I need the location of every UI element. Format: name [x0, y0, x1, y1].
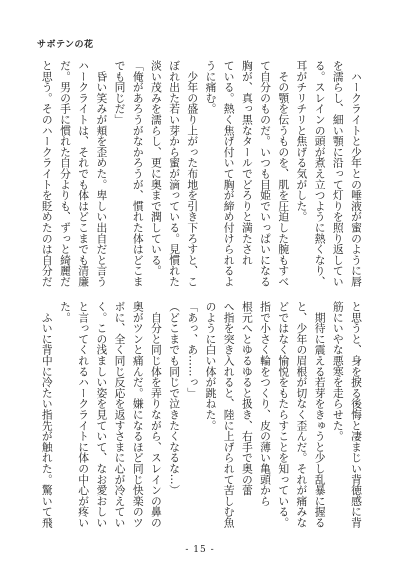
text-column: 根元へとゆるゆると扱き、右手で奥の蕾 — [240, 301, 254, 496]
text-column: を濡らし、細い顎に沿って灯りを照り返してい — [331, 60, 345, 287]
text-column: どではなく愉悦をもたらすことを知っている。 — [277, 301, 291, 528]
text-column: ボに、全く同じ反応を返すさまに心が冷えてい — [113, 301, 127, 528]
text-column: た。 — [59, 301, 72, 323]
text-column: と思う。そのハークライトを貶めたのは自分だ — [40, 60, 54, 287]
text-column: る。スレインの頭が煮え立つように熱くなり、 — [313, 60, 327, 287]
text-column: だ。男の手に慣れた自分よりも、ずっと綺麗だ — [59, 60, 72, 287]
text-column: 奥がツンと痛んだ。嫌になるほど同じ快楽のツ — [131, 301, 145, 528]
text-column: その顎を伝うものを、肌を圧迫した腕もすべ — [277, 60, 291, 287]
text-column: 胸が、真っ黒なタールでどろりと満たされ — [240, 60, 254, 266]
text-column: のように白い体が跳ねた。 — [204, 301, 218, 431]
lower-text-block — [37, 301, 365, 535]
text-column: へ指を突き入れると、陸に上げられて苦しむ魚 — [222, 301, 236, 528]
text-column: でも同じだ」 — [113, 60, 127, 125]
text-column: と、少年の眉根が切なく歪んだ。それが痛みな — [295, 301, 309, 528]
text-column: 筋にいやな悪寒を走らせた。 — [331, 301, 345, 442]
text-column: ぼれ出た若い芽から蜜が滴っている。見慣れた — [168, 60, 182, 287]
text-column: 耳がチリチリと焦げる気がした。 — [295, 60, 309, 222]
text-column: 少年の盛り上がった布地を引き下ろすと、こ — [186, 60, 200, 287]
text-column: 昏い笑みが頬を歪めた。卑しい出自だと言う — [95, 60, 109, 287]
text-column: ふいに背中に冷たい指先が触れた。驚いて飛 — [40, 301, 54, 528]
running-header-title: サボテンの花 — [37, 40, 94, 50]
text-column: ハークライトと少年との唾液が蜜のように唇 — [350, 60, 363, 287]
page-number: - 15 - — [185, 545, 215, 555]
text-column: く。この浅ましい姿を見ていて、なお愛おしい — [95, 301, 109, 528]
text-column: 「あっ、あ……っ」 — [186, 301, 200, 399]
text-column: ハークライトは、それでも体はどこまでも清廉 — [77, 60, 91, 287]
text-column: うに痛む。 — [204, 60, 218, 114]
upper-text-block — [37, 60, 365, 294]
text-column: 期待に震える若芽をきゅうと少し乱暴に握る — [313, 301, 327, 528]
text-column: 自分と同じ体を弄りながら、スレインの鼻の — [149, 301, 163, 528]
text-column: 淡い茂みを濡らし、更に奥まで潤している。 — [149, 60, 163, 276]
text-column: と言ってくれるハークライトに体の中心が疼い — [77, 301, 91, 528]
text-column: 「俺があろうがなかろうが、慣れた体はどこま — [131, 60, 145, 287]
text-column: て自分のものだ。いつも目姫でいっぱいになる — [259, 60, 273, 287]
text-column: （どこまでも同じで泣きたくなるな…） — [168, 301, 182, 496]
text-column: ている。熱く焦げ付いて胸が締め付けられるよ — [222, 60, 236, 287]
text-column: 指で小さく輪をつくり、皮の薄い亀頭から — [259, 301, 273, 507]
text-column: と思うと、身を捩る後悔と凄まじい背徳感に背 — [350, 301, 363, 528]
